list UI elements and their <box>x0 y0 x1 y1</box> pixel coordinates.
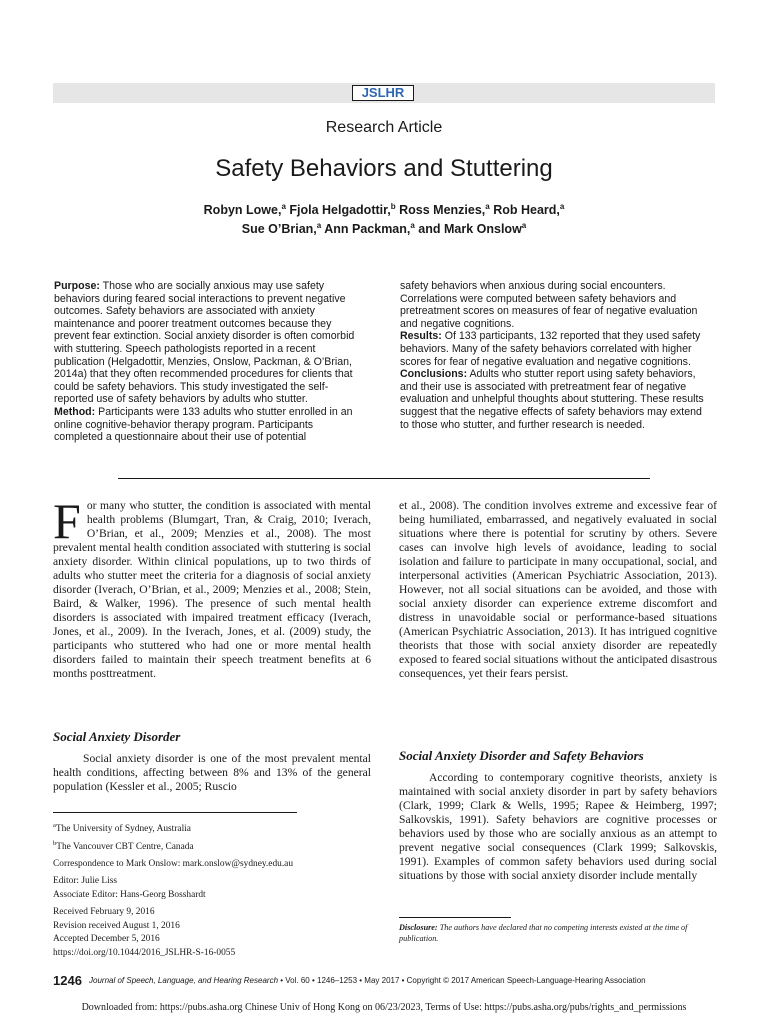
section-heading: Social Anxiety Disorder <box>53 729 181 744</box>
abstract-label: Conclusions: <box>400 368 468 381</box>
intro-paragraph: For many who stutter, the condition is associated with mental health problems (Blumgart, Tran, & Craig, 2010; Iverach, O’Brian, et al., 2009; Menzies et al., 2008). The most prevalent mental health condition associated with stuttering is social anxiety disorder. Within clinical populations, up to two thirds of adults who stutter meet the criteria for a diagnosis of social anxiety disorder (Iverach, O’Brian, et al., 2009; Menzies et al., 2008; Stein, Baird, & Walker, 1996). The presence of such mental health disorders is associated with impaired treatment efficacy (Iverach, Jones, et al., 2009). In the Iverach, Jones, et al. (2009) study, the participants who stuttered who had one or more mental health disorders failed to maintain their speech treatment benefits at 6 months posttreatment. <box>53 493 371 680</box>
section-heading: Social Anxiety Disorder and Safety Behaviors <box>399 748 644 763</box>
drop-cap: F <box>53 493 81 549</box>
author-name: and Mark Onslow <box>414 222 522 237</box>
journal-badge: JSLHR <box>352 85 414 101</box>
revision-date: Revision received August 1, 2016 <box>53 920 180 931</box>
abstract-label: Method: <box>54 405 96 418</box>
section-paragraph: According to contemporary cognitive theorists, anxiety is maintained with social anxiety disorder in part by safety behaviors (Clark, 1999; Clark & Wells, 1995; Rapee & Heimberg, 1997; Salkovskis, 1991). Safety behaviors are cognitive processes or behaviors used by those who are socially anxious as an attempt to prevent negative social consequences (Clark 1999; Salkovskis, 1991). Examples of common safety behaviors used during social situations by those with social anxiety disorder include mentally <box>399 771 717 882</box>
author-name: Fjola Helgadottir, <box>285 203 391 218</box>
doi-link[interactable]: https://doi.org/10.1044/2016_JSLHR-S-16-0055 <box>53 947 236 958</box>
article-type: Research Article <box>325 119 443 136</box>
author-affiliation-mark: a <box>316 221 322 231</box>
author-name: Ann Packman, <box>321 222 411 237</box>
accepted-date: Accepted December 5, 2016 <box>53 934 160 945</box>
body-right-column <box>399 499 717 681</box>
received-date: Received February 9, 2016 <box>53 907 155 918</box>
abstract-left-column <box>54 280 364 444</box>
author-affiliation-mark: b <box>390 202 396 211</box>
author-name: Rob Heard, <box>489 203 560 218</box>
abstract-conclusions: Conclusions: Adults who stutter report using safety behaviors, and their use is associated with pretreatment fear of negative evaluation and unhelpful thoughts about stuttering. These results suggest that the negative effects of safety behaviors may extend to those who stutter, and further research is needed. <box>400 368 704 431</box>
abstract-method: Method: Participants were 133 adults who stutter enrolled in an online cognitive-behavior therapy program. Participants completed a questionnaire about their use of potential <box>54 405 353 444</box>
author-name: Robyn Lowe, <box>203 203 282 218</box>
abstract-purpose: Purpose: Those who are socially anxious may use safety behaviors during feared social interactions to prevent negative outcomes. Safety behaviors are associated with anxiety maintenance and poorer treatment outcomes because they prevent fear extinction. Social anxiety disorder is often comorbid with stuttering. Speech pathologists reported in a recent publication (Helgadottir, Menzies, Onslow, Packman, & O’Brian, 2014a) that they often recommended procedures for clients that could be safety behaviors. This study investigated the self-reported use of safety behaviors by adults who stutter. <box>54 280 355 406</box>
affiliation-b: $^b$The Vancouver CBT Centre, Canada <box>53 839 194 852</box>
author-name: Sue O’Brian, <box>241 222 317 237</box>
affiliation-a: $^a$The University of Sydney, Australia <box>53 822 191 835</box>
author-affiliation-mark: a <box>410 221 415 231</box>
author-affiliation-mark: a <box>485 202 490 211</box>
associate-editor: Associate Editor: Hans-Georg Bosshardt <box>53 889 206 900</box>
footnote-divider <box>53 812 297 813</box>
abstract-right-column <box>400 280 710 431</box>
disclosure-divider <box>399 917 511 918</box>
page-title: Safety Behaviors and Stuttering <box>215 155 553 182</box>
continued-paragraph: et al., 2008). The condition involves extreme and excessive fear of being humiliated, embarrassed, and negatively evaluated in social situations where there is potential for scrutiny by others. Severe cases can involve high levels of avoidance, leading to social isolation and failure to participate in many occupational, social, and interpersonal activities (American Psychiatric Association, 2013). However, not all social situations can be avoided, and those with social anxiety disorder can experience extreme discomfort and distress in unavoidable social or performance-based situations (American Psychiatric Association, 2013). It has intrigued cognitive theorists that those with social anxiety disorder are repeatedly exposed to feared social situations without the anticipated disastrous consequences, yet their fears persist. <box>399 499 717 680</box>
abstract-results: Results: Of 133 participants, 132 reported that they used safety behaviors. Many of the safety behaviors correlated with higher scores for fear of negative evaluation and negative cognitions. <box>400 330 701 368</box>
abstract-method-continued: safety behaviors when anxious during social encounters. Correlations were computed between safety behaviors and pretreatment scores on measures of fear of negative evaluation and negative cognitions. <box>400 280 698 330</box>
author-line-2 <box>0 218 768 237</box>
author-affiliation-mark: a <box>521 221 527 231</box>
abstract-label: Results: <box>400 330 442 343</box>
author-list <box>0 199 768 237</box>
author-line-1 <box>0 199 768 218</box>
author-affiliation-mark: a <box>559 202 565 211</box>
author-affiliation-mark: a <box>281 202 286 211</box>
disclosure-note: Disclosure: The authors have declared that no competing interests existed at the time of publication. <box>399 923 688 943</box>
footnotes <box>53 819 363 960</box>
body-left-column <box>53 493 371 681</box>
section-paragraph: Social anxiety disorder is one of the most prevalent mental health conditions, affecting between 8% and 13% of the general population (Kessler et al., 2005; Ruscio <box>53 752 371 793</box>
abstract-divider <box>118 478 650 479</box>
editor: Editor: Julie Liss <box>53 876 118 887</box>
abstract-label: Purpose: <box>54 280 100 292</box>
download-notice: Downloaded from: https://pubs.asha.org Chinese Univ of Hong Kong on 06/23/2023, Terms of Use: https://pubs.asha.org/pubs/rights_and_permissions <box>81 1002 687 1013</box>
author-name: Ross Menzies, <box>395 203 486 218</box>
journal-citation: Journal of Speech, Language, and Hearing Research • Vol. 60 • 1246–1253 • May 2017 • Copyright © 2017 American Speech-Language-Hearing Association <box>89 976 646 985</box>
page-number: 1246 <box>53 973 82 988</box>
correspondence: Correspondence to Mark Onslow: mark.onslow@sydney.edu.au <box>53 859 294 870</box>
